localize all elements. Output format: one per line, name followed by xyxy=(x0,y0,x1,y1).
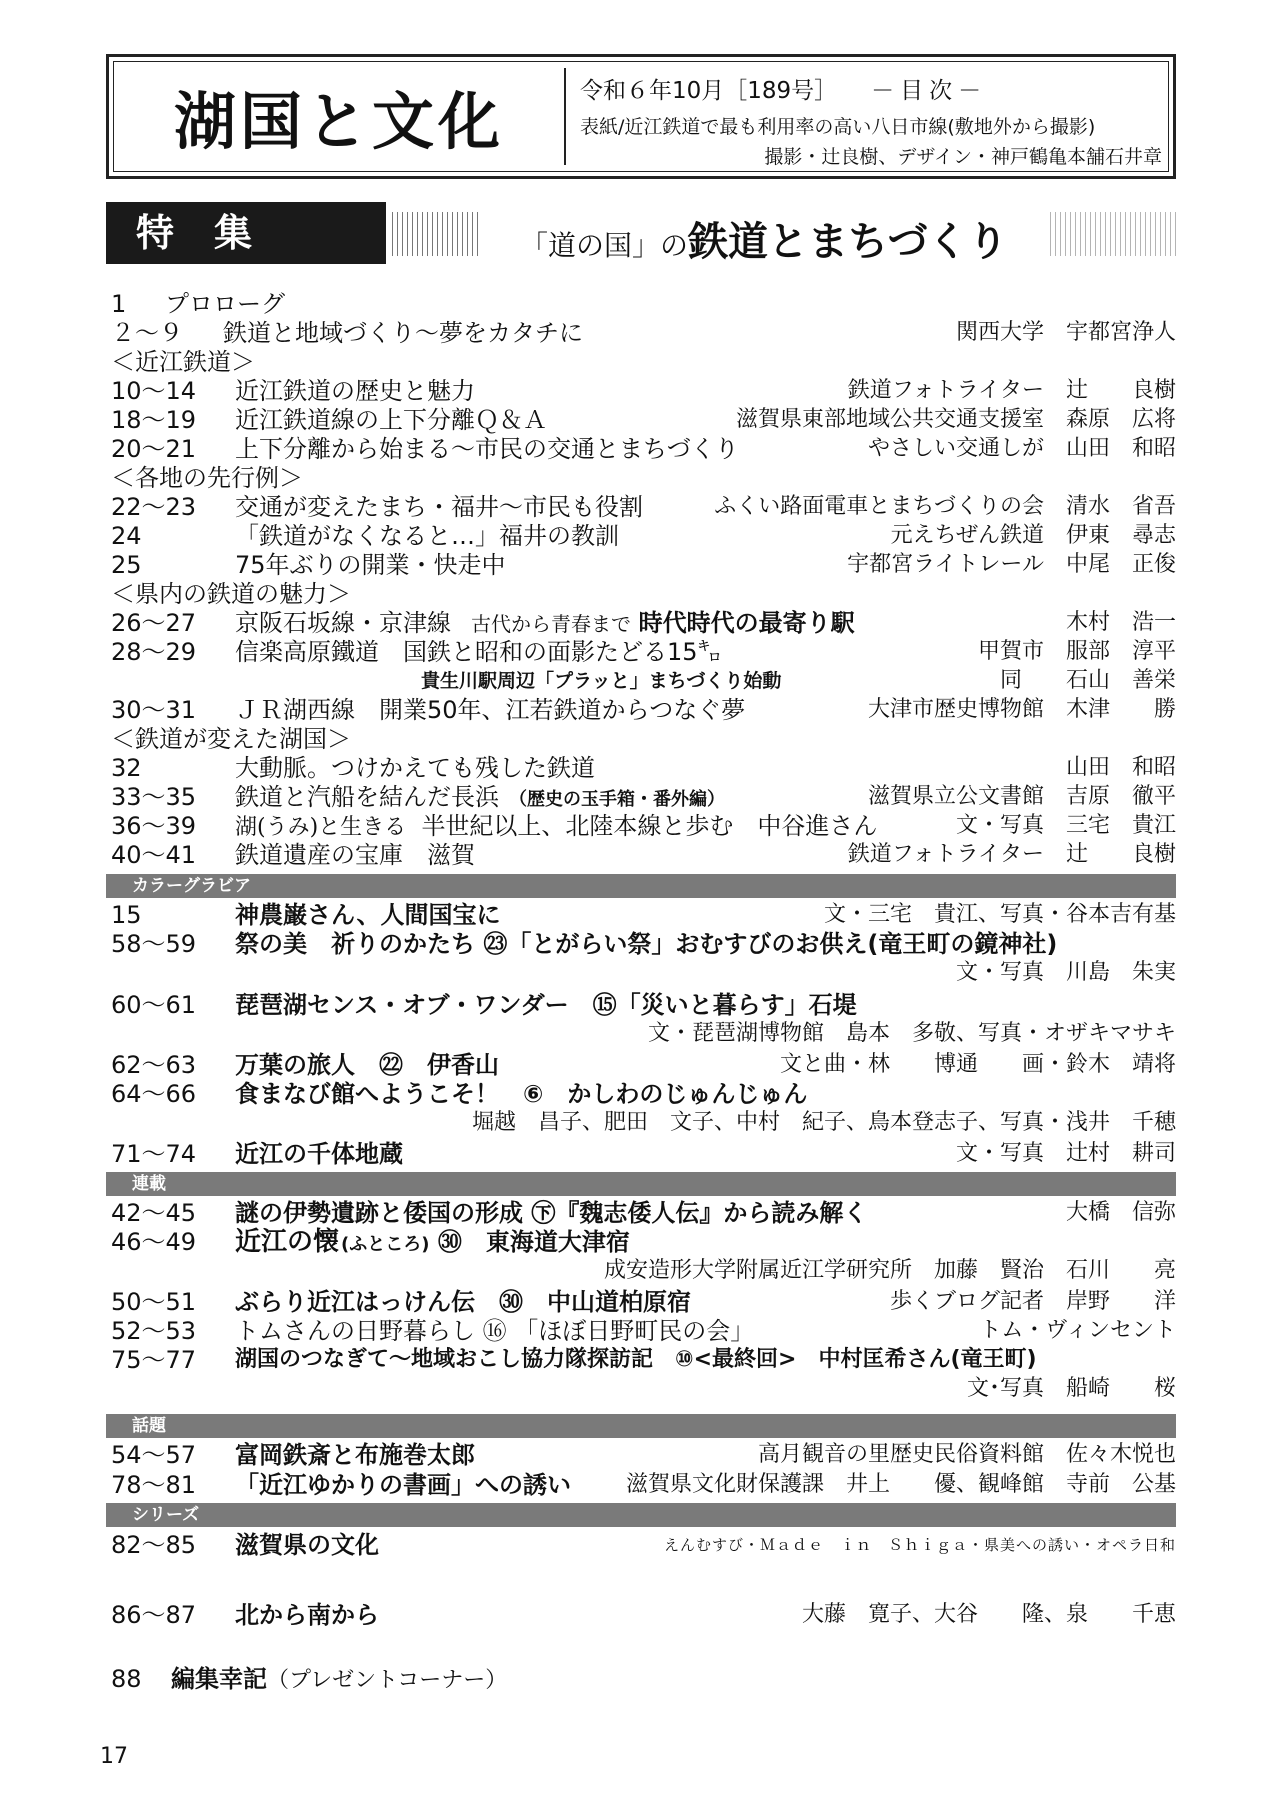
entry-page: 52～53 xyxy=(111,1317,197,1345)
entry-title-main: 京阪石坂線・京津線 xyxy=(235,609,451,637)
entry-credit: 文・琵琶湖博物館 島本 多敬、写真・オザキマサキ xyxy=(647,1021,1176,1046)
entry-subtitle: 貴生川駅周辺「プラッと」まちづくり始動 xyxy=(421,670,782,692)
entry-title: 富岡鉄斎と布施巻太郎 xyxy=(235,1441,475,1469)
entry-page: ２～９ xyxy=(111,319,183,347)
entry-page: 64～66 xyxy=(111,1080,197,1108)
entry-credit: ふくい路面電車とまちづくりの会 清水 省吾 xyxy=(714,494,1176,519)
toc-entry[interactable] xyxy=(111,289,1176,319)
entry-subtitle: （プレゼントコーナー） xyxy=(267,1668,508,1693)
entry-credit: 大藤 寛子、大谷 隆、泉 千恵 xyxy=(801,1602,1176,1627)
entry-title: 琵琶湖センス・オブ・ワンダー ⑮「災いと暮らす」石堤 xyxy=(235,991,857,1019)
toc-entry[interactable] xyxy=(111,637,1176,667)
toc-entry[interactable] xyxy=(111,1345,1176,1375)
toc-entry[interactable] xyxy=(111,1050,1176,1080)
toc-entry[interactable] xyxy=(111,1470,1176,1500)
toc-entry[interactable] xyxy=(111,811,1176,841)
section-bar-topics: 話題 xyxy=(106,1414,1176,1438)
entry-credit: 鉄道フォトライター 辻 良樹 xyxy=(847,842,1176,867)
entry-credit: 滋賀県文化財保護課 井上 優、観峰館 寺前 公基 xyxy=(625,1472,1176,1497)
toc-entry[interactable] xyxy=(111,376,1176,406)
entry-subtitle: (ふところ) xyxy=(341,1234,430,1255)
toc-entry[interactable] xyxy=(111,1530,1176,1560)
entry-title: 謎の伊勢遺跡と倭国の形成 ㊦『魏志倭人伝』から読み解く xyxy=(235,1199,868,1227)
entry-page: 82～85 xyxy=(111,1531,197,1559)
section-heading: ＜近江鉄道＞ xyxy=(111,348,255,376)
entry-credit: 高月観音の里歴史民俗資料館 佐々木悦也 xyxy=(757,1442,1176,1467)
entry-page: 75～77 xyxy=(111,1346,197,1374)
toc-entry[interactable] xyxy=(111,550,1176,580)
issue-line xyxy=(580,72,987,105)
page-number: 17 xyxy=(100,1744,128,1769)
entry-title: 食まなび館へようこそ！ ⑥ かしわのじゅんじゅん xyxy=(235,1080,808,1108)
entry-title xyxy=(235,608,855,639)
entry-subtitle: （歴史の玉手箱・番外編） xyxy=(509,789,725,810)
entry-credit: 滋賀県東部地域公共交通支援室 森原 広将 xyxy=(735,407,1176,432)
entry-page: 26～27 xyxy=(111,609,197,637)
hatch-decoration-right xyxy=(1050,212,1176,256)
entry-page: 58～59 xyxy=(111,930,197,958)
toc-entry[interactable] xyxy=(111,1198,1176,1228)
section-bar-series: シリーズ xyxy=(106,1503,1176,1527)
toc-entry[interactable] xyxy=(111,1316,1176,1346)
entry-credit: 木村 浩一 xyxy=(1065,610,1176,635)
entry-title xyxy=(235,811,877,843)
entry-credit: 同 石山 善栄 xyxy=(999,668,1176,693)
entry-title: 75年ぶりの開業・快走中 xyxy=(235,551,506,579)
entry-page: 15 xyxy=(111,901,142,929)
entry-title: トムさんの日野暮らし ⑯ 「ほぼ日野町民の会」 xyxy=(235,1317,755,1345)
entry-title xyxy=(171,1664,507,1696)
entry-title: 鉄道と地域づくり～夢をカタチに xyxy=(223,319,583,347)
cover-caption-1: 表紙/近江鉄道で最も利用率の高い八日市線(敷地外から撮影) xyxy=(580,116,1096,138)
entry-title: 大動脈。つけかえても残した鉄道 xyxy=(235,754,595,782)
entry-credit: トム・ヴィンセント xyxy=(979,1318,1176,1343)
toc-entry[interactable] xyxy=(111,990,1176,1020)
entry-credit: 大橋 信弥 xyxy=(1065,1200,1176,1225)
entry-title: 湖国のつなぎて～地域おこし協力隊探訪記 ⑩<最終回> 中村匡希さん(竜王町) xyxy=(235,1347,1037,1372)
entry-credit: 歩くブログ記者 岸野 洋 xyxy=(889,1289,1176,1314)
entry-page: 62～63 xyxy=(111,1051,197,1079)
entry-title-main: 編集幸記 xyxy=(171,1665,267,1693)
entry-page: 78～81 xyxy=(111,1471,197,1499)
feature-tag: 特集 xyxy=(106,202,386,264)
header-inner-frame xyxy=(113,61,1169,172)
entry-page: 60～61 xyxy=(111,991,197,1019)
entry-credit: 関西大学 宇都宮浄人 xyxy=(955,320,1176,345)
toc-entry[interactable] xyxy=(111,1664,1176,1694)
entry-credit: 成安造形大学附属近江学研究所 加藤 賢治 石川 亮 xyxy=(603,1258,1176,1283)
entry-title: 滋賀県の文化 xyxy=(235,1531,379,1559)
toc-entry[interactable] xyxy=(111,695,1176,725)
entry-page: 32 xyxy=(111,754,142,782)
feature-title-prefix: 「道の国」の xyxy=(520,229,689,262)
entry-subtitle: 古代から青春まで xyxy=(471,612,631,636)
toc-entry[interactable] xyxy=(111,1600,1176,1630)
entry-credit: えんむすび・Ｍａｄｅ ｉｎ Ｓｈｉｇａ・県美への誘い・オペラ日和 xyxy=(663,1536,1176,1554)
toc-entry[interactable] xyxy=(111,521,1176,551)
entry-credit: 滋賀県立公文書館 吉原 徹平 xyxy=(867,784,1176,809)
entry-title-secondary: 半世紀以上、北陸本線と歩む 中谷進さん xyxy=(421,812,878,840)
entry-page: 54～57 xyxy=(111,1441,197,1469)
toc-entry[interactable] xyxy=(111,492,1176,522)
entry-title: 近江鉄道線の上下分離Ｑ＆Ａ xyxy=(235,406,547,434)
entry-title: 信楽高原鐵道 国鉄と昭和の面影たどる15㌔ xyxy=(235,638,722,666)
entry-page: 33～35 xyxy=(111,783,197,811)
entry-page: 25 xyxy=(111,551,142,579)
feature-title xyxy=(520,210,1008,267)
entry-page: 20～21 xyxy=(111,435,197,463)
entry-credit: 大津市歴史博物館 木津 勝 xyxy=(867,697,1176,722)
toc-entry[interactable] xyxy=(111,753,1176,783)
hatch-decoration-left xyxy=(392,212,478,256)
entry-title: プロローグ xyxy=(165,290,285,318)
entry-title: 神農巌さん、人間国宝に xyxy=(235,901,501,929)
entry-title: 祭の美 祈りのかたち ㉓「とがらい祭」おむすびのお供え(竜王町の鏡神社) xyxy=(235,930,1058,958)
entry-title: 「近江ゆかりの書画」への誘い xyxy=(235,1471,571,1499)
toc-entry[interactable] xyxy=(111,1287,1176,1317)
entry-page: 10～14 xyxy=(111,377,197,405)
entry-title: 近江鉄道の歴史と魅力 xyxy=(235,377,475,405)
entry-title: 「鉄道がなくなると…」福井の教訓 xyxy=(235,522,619,550)
toc-entry[interactable] xyxy=(111,1440,1176,1470)
entry-title: 上下分離から始まる～市民の交通とまちづくり xyxy=(235,435,739,463)
toc-entry[interactable] xyxy=(111,318,1176,348)
entry-credit: 文と曲・林 博通 画・鈴木 靖将 xyxy=(779,1052,1176,1077)
entry-title: 近江の千体地蔵 xyxy=(235,1140,403,1168)
entry-title-main: 近江の懐 xyxy=(235,1227,340,1257)
section-bar-gravure: カラーグラビア xyxy=(106,874,1176,898)
entry-title: ぶらり近江はっけん伝 ㉚ 中山道柏原宿 xyxy=(235,1288,691,1316)
entry-title: 交通が変えたまち・福井～市民も役割 xyxy=(235,493,643,521)
entry-page: 22～23 xyxy=(111,493,197,521)
entry-page: 1 xyxy=(111,290,127,318)
entry-title: 万葉の旅人 ㉒ 伊香山 xyxy=(235,1051,499,1079)
entry-title-main: 湖(うみ)と生きる xyxy=(235,815,407,840)
toc-entry[interactable] xyxy=(111,1227,1176,1257)
section-heading: ＜県内の鉄道の魅力＞ xyxy=(111,580,351,608)
entry-credit: 文・三宅 貴江、写真・谷本吉有基 xyxy=(823,902,1176,927)
entry-page: 28～29 xyxy=(111,638,197,666)
entry-credit: 山田 和昭 xyxy=(1065,755,1176,780)
toc-entry[interactable] xyxy=(111,840,1176,870)
issue-number: 令和６年10月［189号］ xyxy=(580,78,838,104)
toc-entry[interactable] xyxy=(111,900,1176,930)
entry-credit: 鉄道フォトライター 辻 良樹 xyxy=(847,378,1176,403)
toc-entry[interactable] xyxy=(111,666,1176,696)
entry-credit: 堀越 昌子、肥田 文子、中村 紀子、鳥本登志子、写真・浅井 千穂 xyxy=(471,1110,1176,1135)
toc-entry[interactable] xyxy=(111,1079,1176,1109)
entry-title xyxy=(235,1227,630,1260)
toc-entry[interactable] xyxy=(111,405,1176,435)
entry-title: 鉄道遺産の宝庫 滋賀 xyxy=(235,841,475,869)
entry-credit: 文・写真 辻村 耕司 xyxy=(955,1141,1176,1166)
toc-entry[interactable] xyxy=(111,929,1176,959)
entry-title-main: 鉄道と汽船を結んだ長浜 xyxy=(235,783,499,811)
magazine-header xyxy=(106,54,1176,179)
entry-credit: 元えちぜん鉄道 伊東 尋志 xyxy=(890,523,1176,548)
header-divider xyxy=(564,68,566,165)
entry-page: 86～87 xyxy=(111,1601,197,1629)
entry-title: ＪＲ湖西線 開業50年、江若鉄道からつなぐ夢 xyxy=(235,696,746,724)
entry-title: 北から南から xyxy=(235,1601,379,1629)
toc-entry[interactable] xyxy=(111,434,1176,464)
section-bar-serial: 連載 xyxy=(106,1172,1176,1196)
entry-title-secondary: ㉚ 東海道大津宿 xyxy=(437,1228,630,1256)
feature-title-main: 鉄道とまちづくり xyxy=(688,218,1008,265)
section-heading: ＜各地の先行例＞ xyxy=(111,464,303,492)
entry-page: 24 xyxy=(111,522,142,550)
cover-caption-2: 撮影・辻良樹、デザイン・神戸鶴亀本舗石井章 xyxy=(764,146,1162,168)
entry-page: 36～39 xyxy=(111,812,197,840)
entry-credit: 文・写真 川島 朱実 xyxy=(955,960,1176,985)
toc-label: －目次－ xyxy=(871,78,988,104)
entry-page: 88 xyxy=(111,1665,142,1693)
section-heading: ＜鉄道が変えた湖国＞ xyxy=(111,725,351,753)
magazine-title: 湖国と文化 xyxy=(173,85,504,158)
entry-page: 50～51 xyxy=(111,1288,197,1316)
entry-credit: 甲賀市 服部 淳平 xyxy=(977,639,1176,664)
entry-title-secondary: 時代時代の最寄り駅 xyxy=(638,609,855,637)
entry-page: 30～31 xyxy=(111,696,197,724)
entry-credit: 宇都宮ライトレール 中尾 正俊 xyxy=(847,552,1176,577)
toc-entry[interactable] xyxy=(111,782,1176,812)
entry-page: 42～45 xyxy=(111,1199,197,1227)
entry-page: 40～41 xyxy=(111,841,197,869)
entry-page: 46～49 xyxy=(111,1228,197,1256)
entry-page: 18～19 xyxy=(111,406,197,434)
toc-entry[interactable] xyxy=(111,608,1176,638)
entry-page: 71～74 xyxy=(111,1140,197,1168)
entry-credit: 文・写真 三宅 貴江 xyxy=(955,813,1176,838)
toc-entry[interactable] xyxy=(111,1139,1176,1169)
entry-credit: 文･写真 船崎 桜 xyxy=(966,1376,1176,1401)
entry-credit: やさしい交通しが 山田 和昭 xyxy=(867,436,1176,461)
